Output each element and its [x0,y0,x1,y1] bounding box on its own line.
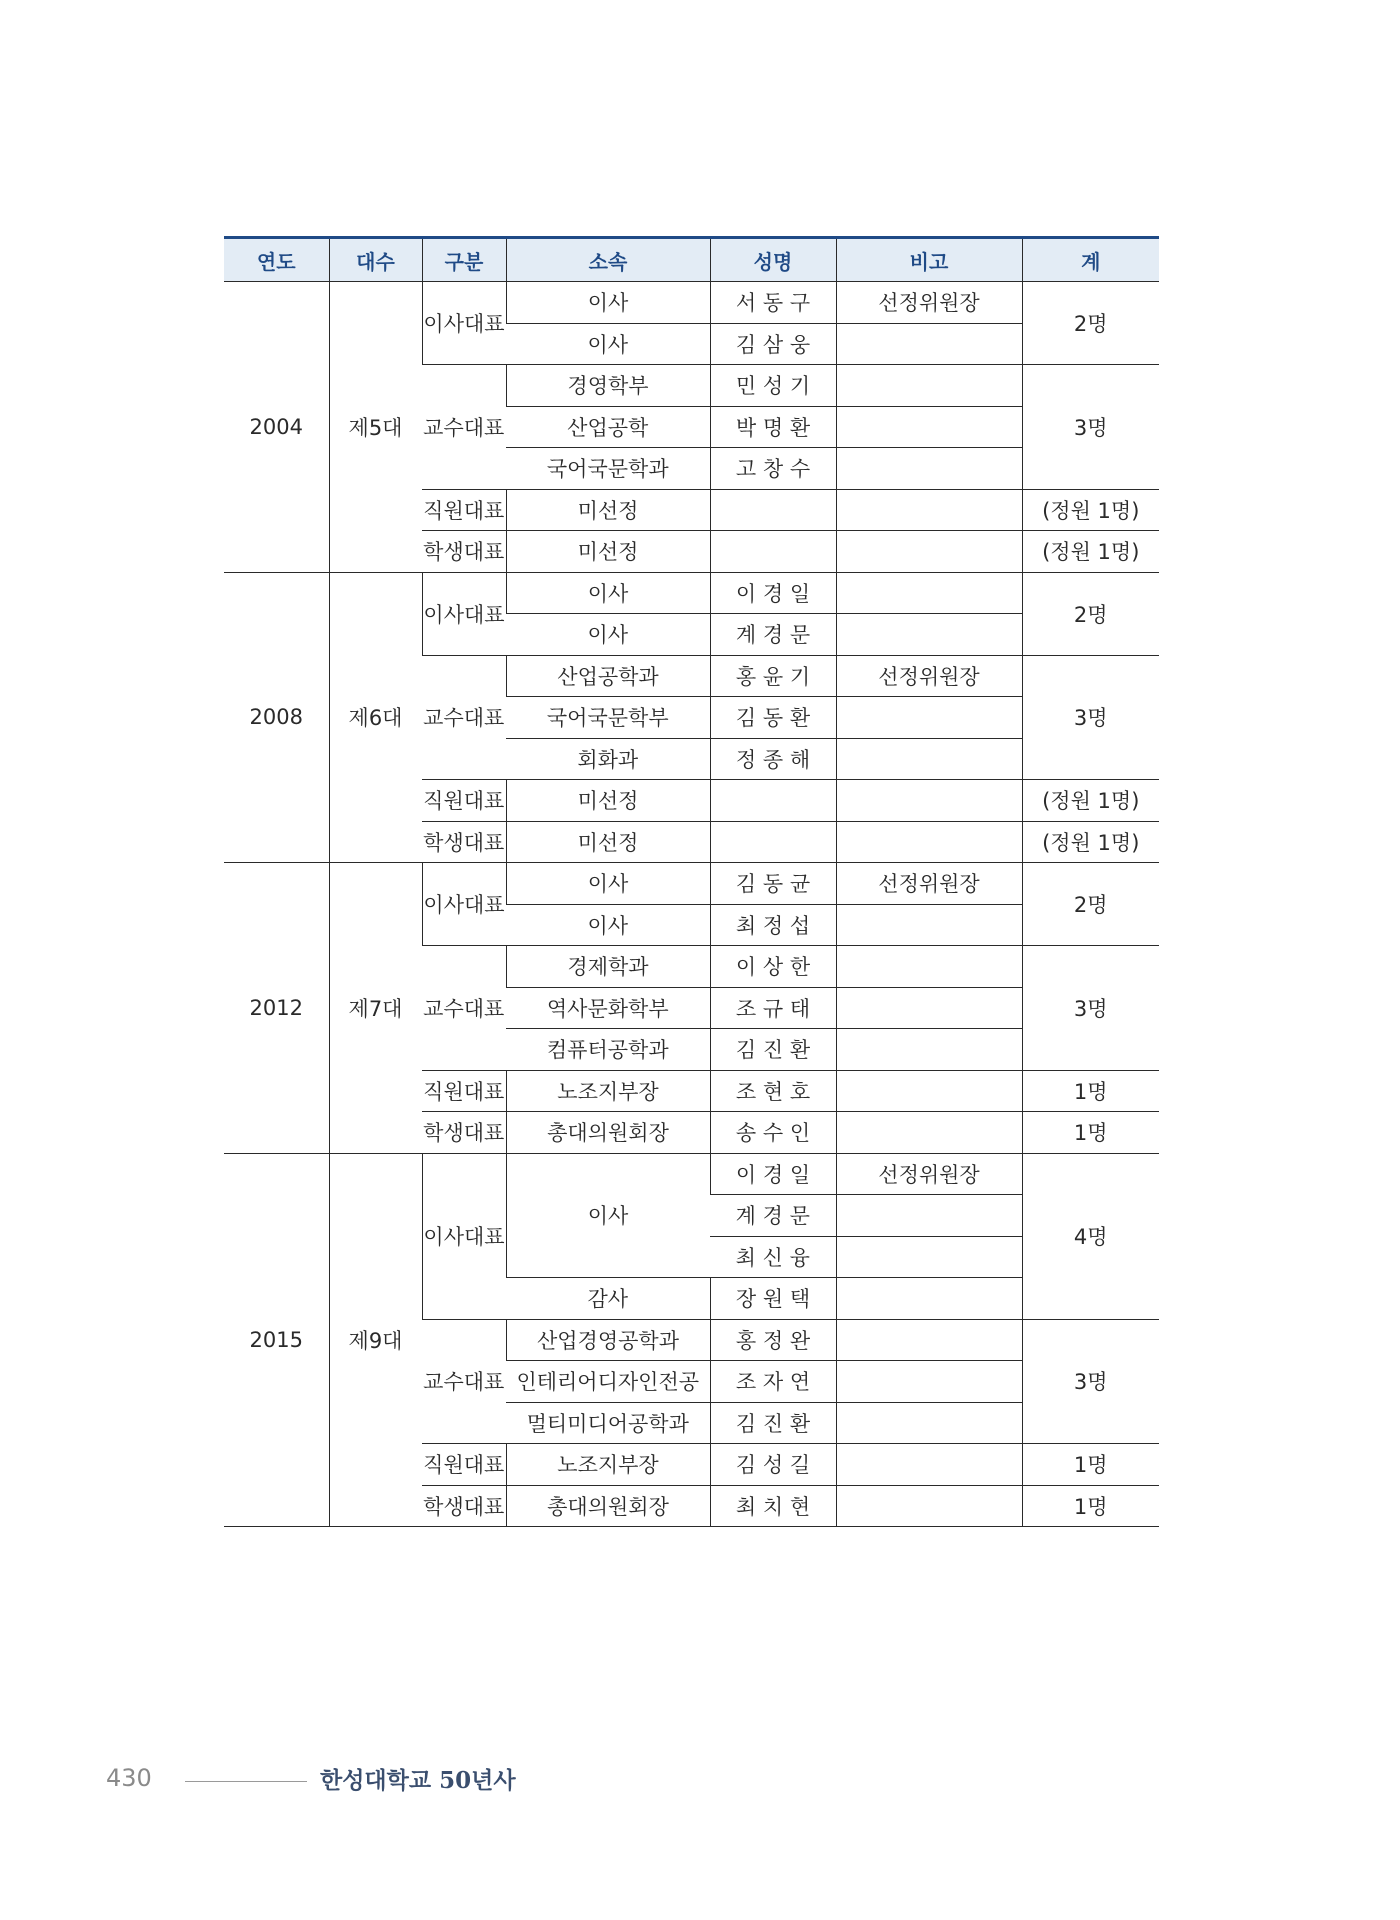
note-cell [836,1319,1022,1361]
year-cell: 2004 [224,282,329,573]
member-name-cell: 홍 정 완 [710,1319,836,1361]
category-cell: 교수대표 [422,655,506,780]
total-cell: 2명 [1022,572,1159,655]
affiliation-cell: 총대의원회장 [506,1112,710,1154]
total-cell: 4명 [1022,1153,1159,1319]
note-cell [836,531,1022,573]
category-cell: 이사대표 [422,863,506,946]
category-cell: 직원대표 [422,1070,506,1112]
category-cell: 교수대표 [422,946,506,1071]
member-name-cell: 서 동 구 [710,282,836,324]
table-row [224,1153,1159,1195]
header-category: 구분 [422,238,506,282]
header-affiliation: 소속 [506,238,710,282]
affiliation-cell: 산업경영공학과 [506,1319,710,1361]
member-name-cell: 김 성 길 [710,1444,836,1486]
note-cell: 선정위원장 [836,1153,1022,1195]
note-cell [836,1112,1022,1154]
note-cell [836,1444,1022,1486]
category-cell: 교수대표 [422,1319,506,1444]
total-cell: 3명 [1022,655,1159,780]
member-name-cell [710,489,836,531]
note-cell [836,904,1022,946]
note-cell [836,489,1022,531]
member-name-cell: 김 진 환 [710,1029,836,1071]
member-name-cell [710,821,836,863]
affiliation-cell: 경제학과 [506,946,710,988]
page-number: 430 [106,1764,152,1792]
total-cell: (정원 1명) [1022,531,1159,573]
note-cell [836,1402,1022,1444]
total-cell: 1명 [1022,1485,1159,1527]
affiliation-cell: 회화과 [506,738,710,780]
note-cell [836,987,1022,1029]
committee-table [224,236,1159,1527]
category-cell: 이사대표 [422,572,506,655]
note-cell [836,323,1022,365]
table-row [224,282,1159,324]
table-row [224,863,1159,905]
member-name-cell: 송 수 인 [710,1112,836,1154]
note-cell [836,1195,1022,1237]
member-name-cell: 김 진 환 [710,1402,836,1444]
member-name-cell: 김 동 환 [710,697,836,739]
affiliation-cell: 노조지부장 [506,1444,710,1486]
header-year: 연도 [224,238,329,282]
member-name-cell: 계 경 문 [710,614,836,656]
member-name-cell: 조 자 연 [710,1361,836,1403]
note-cell: 선정위원장 [836,655,1022,697]
header-term: 대수 [329,238,422,282]
note-cell [836,1070,1022,1112]
affiliation-cell: 노조지부장 [506,1070,710,1112]
book-title: 한성대학교 50년사 [320,1767,516,1794]
term-cell: 제5대 [329,282,422,573]
footer-divider [185,1781,307,1782]
member-name-cell: 이 경 일 [710,572,836,614]
member-name-cell: 박 명 환 [710,406,836,448]
category-cell: 학생대표 [422,1485,506,1527]
affiliation-cell: 감사 [506,1278,710,1320]
affiliation-cell: 경영학부 [506,365,710,407]
total-cell: 3명 [1022,365,1159,490]
note-cell [836,365,1022,407]
member-name-cell: 최 정 섭 [710,904,836,946]
total-cell: 1명 [1022,1112,1159,1154]
affiliation-cell: 미선정 [506,821,710,863]
member-name-cell: 장 원 택 [710,1278,836,1320]
category-cell: 직원대표 [422,1444,506,1486]
member-name-cell: 정 종 해 [710,738,836,780]
member-name-cell: 계 경 문 [710,1195,836,1237]
affiliation-cell: 역사문화학부 [506,987,710,1029]
total-cell: 2명 [1022,863,1159,946]
note-cell: 선정위원장 [836,282,1022,324]
year-cell: 2008 [224,572,329,863]
member-name-cell: 최 치 현 [710,1485,836,1527]
category-cell: 학생대표 [422,821,506,863]
affiliation-cell: 산업공학 [506,406,710,448]
term-cell: 제6대 [329,572,422,863]
note-cell [836,1029,1022,1071]
note-cell [836,572,1022,614]
affiliation-cell: 이사 [506,323,710,365]
member-name-cell [710,780,836,822]
affiliation-cell: 총대의원회장 [506,1485,710,1527]
affiliation-cell: 멀티미디어공학과 [506,1402,710,1444]
member-name-cell: 최 신 융 [710,1236,836,1278]
affiliation-cell: 미선정 [506,489,710,531]
note-cell [836,1361,1022,1403]
affiliation-cell: 미선정 [506,780,710,822]
affiliation-cell: 이사 [506,904,710,946]
note-cell [836,448,1022,490]
affiliation-cell: 컴퓨터공학과 [506,1029,710,1071]
header-note: 비고 [836,238,1022,282]
category-cell: 학생대표 [422,1112,506,1154]
total-cell: 3명 [1022,946,1159,1071]
member-name-cell: 이 경 일 [710,1153,836,1195]
category-cell: 이사대표 [422,282,506,365]
header-total: 계 [1022,238,1159,282]
total-cell: (정원 1명) [1022,821,1159,863]
note-cell [836,697,1022,739]
note-cell [836,780,1022,822]
year-cell: 2015 [224,1153,329,1527]
total-cell: 3명 [1022,1319,1159,1444]
term-cell: 제7대 [329,863,422,1154]
note-cell [836,1236,1022,1278]
note-cell [836,614,1022,656]
header-name: 성명 [710,238,836,282]
member-name-cell: 민 성 기 [710,365,836,407]
category-cell: 학생대표 [422,531,506,573]
total-cell: 1명 [1022,1070,1159,1112]
member-name-cell: 조 현 호 [710,1070,836,1112]
category-cell: 이사대표 [422,1153,506,1319]
affiliation-cell: 국어국문학과 [506,448,710,490]
category-cell: 교수대표 [422,365,506,490]
table-body [224,282,1159,1527]
member-name-cell: 홍 윤 기 [710,655,836,697]
note-cell [836,1278,1022,1320]
affiliation-cell: 이사 [506,1153,710,1278]
affiliation-cell: 이사 [506,614,710,656]
total-cell: 2명 [1022,282,1159,365]
note-cell [836,946,1022,988]
year-cell: 2012 [224,863,329,1154]
category-cell: 직원대표 [422,489,506,531]
affiliation-cell: 국어국문학부 [506,697,710,739]
total-cell: (정원 1명) [1022,780,1159,822]
affiliation-cell: 이사 [506,572,710,614]
affiliation-cell: 산업공학과 [506,655,710,697]
term-cell: 제9대 [329,1153,422,1527]
note-cell [836,738,1022,780]
note-cell: 선정위원장 [836,863,1022,905]
table-header-row [224,238,1159,282]
note-cell [836,821,1022,863]
affiliation-cell: 이사 [506,282,710,324]
affiliation-cell: 이사 [506,863,710,905]
total-cell: (정원 1명) [1022,489,1159,531]
total-cell: 1명 [1022,1444,1159,1486]
note-cell [836,406,1022,448]
member-name-cell [710,531,836,573]
member-name-cell: 조 규 태 [710,987,836,1029]
note-cell [836,1485,1022,1527]
member-name-cell: 김 동 균 [710,863,836,905]
table-row [224,572,1159,614]
member-name-cell: 고 창 수 [710,448,836,490]
member-name-cell: 이 상 한 [710,946,836,988]
affiliation-cell: 인테리어디자인전공 [506,1361,710,1403]
category-cell: 직원대표 [422,780,506,822]
affiliation-cell: 미선정 [506,531,710,573]
member-name-cell: 김 삼 웅 [710,323,836,365]
